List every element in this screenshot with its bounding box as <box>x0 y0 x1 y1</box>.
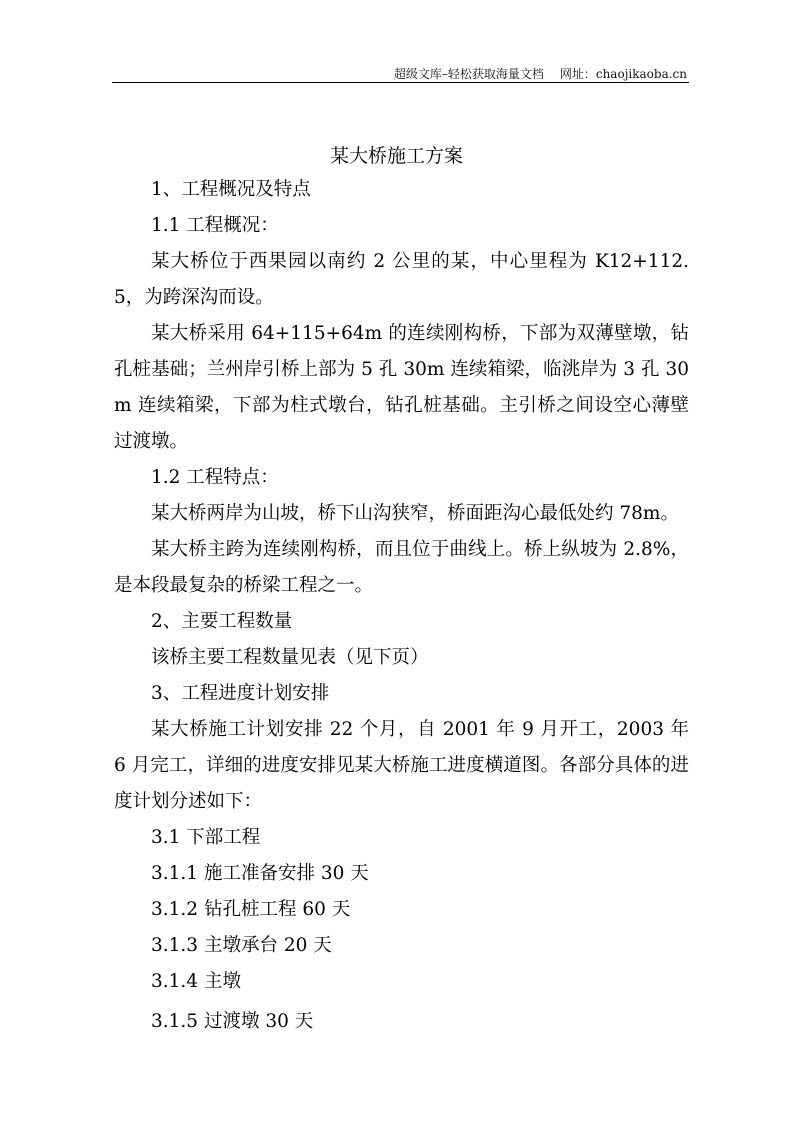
paragraph-schedule: 某大桥施工计划安排 22 个月，自 2001 年 9 月开工，2003 年 6 月完工，详细的进度安排见某大桥施工进度横道图。各部分具体的进度计划分述如下： <box>114 719 689 812</box>
paragraph-terrain: 某大桥两岸为山坡，桥下山沟狭窄，桥面距沟心最低处约 78m。 <box>151 503 679 524</box>
list-item-3-1-3: 3.1.3 主墩承台 20 天 <box>151 935 332 956</box>
section-heading-3: 3、工程进度计划安排 <box>151 683 330 704</box>
header-url-text: 网址：chaojikaoba.cn <box>559 67 687 81</box>
subsection-heading-1-2: 1.2 工程特点： <box>151 467 279 488</box>
header-text <box>394 65 687 82</box>
paragraph-structure: 某大桥采用 64+115+64m 的连续刚构桥，下部为双薄壁墩，钻孔桩基础；兰州岸引桥上部为 5 孔 30m 连续箱梁，临洮岸为 3 孔 30m 连续箱梁，下部为柱式墩台，钻孔桩基础。主引桥之间设空心薄壁过渡墩。 <box>114 323 689 452</box>
page-header <box>112 56 689 83</box>
section-heading-2: 2、主要工程数量 <box>151 611 293 632</box>
document-body <box>114 172 689 1040</box>
list-item-3-1-4: 3.1.4 主墩 <box>151 971 241 992</box>
paragraph-location: 某大桥位于西果园以南约 2 公里的某，中心里程为 K12+112.5，为跨深沟而设。 <box>114 251 689 308</box>
paragraph-main-span: 某大桥主跨为连续刚构桥，而且位于曲线上。桥上纵坡为 2.8%，是本段最复杂的桥梁工程之一。 <box>114 539 689 596</box>
list-item-3-1-2: 3.1.2 钻孔桩工程 60 天 <box>151 899 351 920</box>
section-heading-1: 1、工程概况及特点 <box>151 179 311 200</box>
paragraph-quantities: 该桥主要工程数量见表（见下页） <box>151 647 429 668</box>
list-item-3-1-5: 3.1.5 过渡墩 30 天 <box>151 1011 314 1032</box>
document-title: 某大桥施工方案 <box>329 145 463 167</box>
subsection-heading-3-1: 3.1 下部工程 <box>151 827 261 848</box>
header-site-text: 超级文库–轻松获取海量文档 <box>393 67 544 81</box>
list-item-3-1-1: 3.1.1 施工准备安排 30 天 <box>151 863 369 884</box>
subsection-heading-1-1: 1.1 工程概况： <box>151 215 279 236</box>
